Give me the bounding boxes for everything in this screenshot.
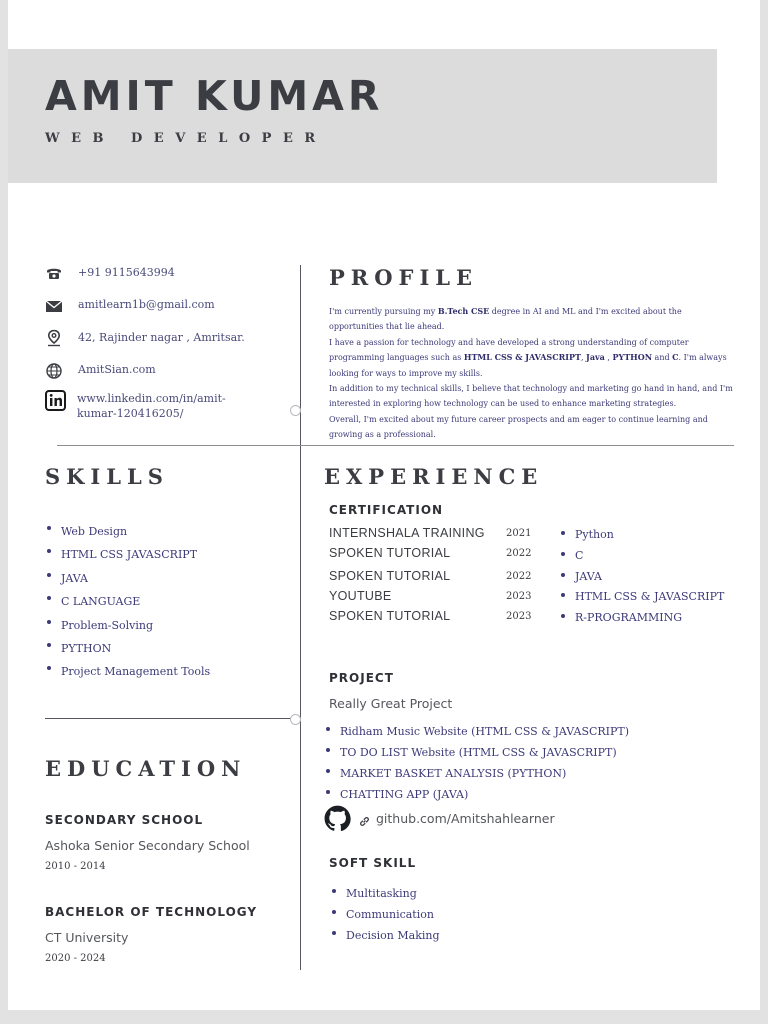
linkedin-text[interactable]: [77, 391, 226, 421]
location-pin-icon: [45, 329, 63, 347]
cert-topic-list: [559, 525, 724, 629]
project-item: CHATTING APP (JAVA): [324, 784, 629, 805]
cert-year: 2021: [506, 528, 532, 539]
cert-year: 2022: [506, 571, 532, 582]
cert-topic: R-PROGRAMMING: [559, 608, 724, 629]
education-heading: EDUCATION: [45, 756, 247, 781]
job-role: WEB DEVELOPER: [45, 131, 327, 146]
profile-text: [329, 304, 737, 443]
cert-topic: JAVA: [559, 567, 724, 588]
cert-year: 2023: [506, 611, 532, 622]
cert-name: SPOKEN TUTORIAL: [329, 609, 451, 623]
experience-heading: EXPERIENCE: [324, 464, 544, 489]
website-text[interactable]: AmitSian.com: [78, 363, 156, 376]
education-degree: BACHELOR OF TECHNOLOGY: [45, 905, 258, 919]
github-icon: [324, 805, 351, 832]
divider-dot: [290, 714, 301, 725]
skill-item: PYTHON: [45, 637, 210, 660]
project-item: MARKET BASKET ANALYSIS (PYTHON): [324, 763, 629, 784]
contact-email[interactable]: [45, 297, 215, 315]
divider-dot: [290, 405, 301, 416]
linkedin-icon: [45, 390, 66, 411]
cert-name: SPOKEN TUTORIAL: [329, 569, 451, 583]
cert-topic: HTML CSS & JAVASCRIPT: [559, 587, 724, 608]
project-item: Ridham Music Website (HTML CSS & JAVASCRIPT): [324, 721, 629, 742]
education-years: 2010 - 2014: [45, 861, 106, 872]
contact-website[interactable]: [45, 362, 156, 380]
profile-paragraph: I'm currently pursuing my B.Tech CSE degree in AI and ML and I'm excited about the opportunities that lie ahead.: [329, 306, 682, 332]
skill-item: HTML CSS JAVASCRIPT: [45, 543, 210, 566]
project-subtitle: Really Great Project: [329, 696, 453, 711]
resume-page: [8, 0, 760, 1010]
education-school: CT University: [45, 930, 129, 945]
project-heading: PROJECT: [329, 671, 394, 685]
cert-topic: C: [559, 546, 724, 567]
linkedin-line1: www.linkedin.com/in/amit-: [77, 392, 226, 405]
cert-name: SPOKEN TUTORIAL: [329, 546, 451, 560]
address-text: 42, Rajinder nagar , Amritsar.: [78, 331, 245, 344]
profile-heading: PROFILE: [329, 265, 479, 290]
link-icon: [358, 815, 371, 828]
certification-heading: CERTIFICATION: [329, 503, 444, 517]
email-text[interactable]: amitlearn1b@gmail.com: [78, 298, 215, 311]
education-degree: SECONDARY SCHOOL: [45, 813, 204, 827]
contact-phone: [45, 265, 175, 283]
contact-linkedin[interactable]: [45, 390, 226, 420]
profile-paragraph: In addition to my technical skills, I believe that technology and marketing go hand in hand, and I'm interested in exploring how technology can be used to enhance marketing strategies.: [329, 384, 733, 409]
github-link[interactable]: github.com/Amitshahlearner: [376, 811, 555, 826]
phone-text: +91 9115643994: [78, 266, 175, 279]
skill-item: Web Design: [45, 520, 210, 543]
mail-icon: [45, 297, 63, 315]
cert-name: YOUTUBE: [329, 589, 392, 603]
project-item: TO DO LIST Website (HTML CSS & JAVASCRIPT): [324, 742, 629, 763]
vertical-divider: [300, 265, 301, 970]
skill-item: Project Management Tools: [45, 660, 210, 683]
education-school: Ashoka Senior Secondary School: [45, 838, 250, 853]
cert-topic: Python: [559, 525, 724, 546]
skills-heading: SKILLS: [45, 464, 169, 489]
cert-name: INTERNSHALA TRAINING: [329, 526, 485, 540]
contact-address: [45, 329, 245, 347]
candidate-name: AMIT KUMAR: [45, 72, 384, 120]
linkedin-line2: kumar-120416205/: [77, 407, 184, 420]
soft-skill-heading: SOFT SKILL: [329, 856, 417, 870]
phone-icon: [45, 265, 63, 283]
soft-skill-item: Multitasking: [330, 883, 440, 904]
soft-skill-item: Communication: [330, 904, 440, 925]
globe-icon: [45, 362, 63, 380]
skill-item: Problem-Solving: [45, 614, 210, 637]
skills-list: [45, 520, 210, 684]
project-list: [324, 721, 629, 805]
skill-item: JAVA: [45, 567, 210, 590]
profile-paragraph: Overall, I'm excited about my future career prospects and am eager to continue learning and growing as a professional.: [329, 414, 708, 440]
horizontal-divider-top: [57, 445, 734, 446]
soft-skill-item: Decision Making: [330, 925, 440, 946]
horizontal-divider-left: [45, 718, 300, 719]
profile-paragraph: I have a passion for technology and have developed a strong understanding of computer programming languages such as HTML CSS & JAVASCRIPT, Java , PYTHON and C. I'm always looking for ways to improve my skills.: [329, 337, 727, 378]
skill-item: C LANGUAGE: [45, 590, 210, 613]
education-years: 2020 - 2024: [45, 953, 106, 964]
cert-year: 2023: [506, 591, 532, 602]
cert-year: 2022: [506, 548, 532, 559]
soft-skill-list: [330, 883, 440, 946]
